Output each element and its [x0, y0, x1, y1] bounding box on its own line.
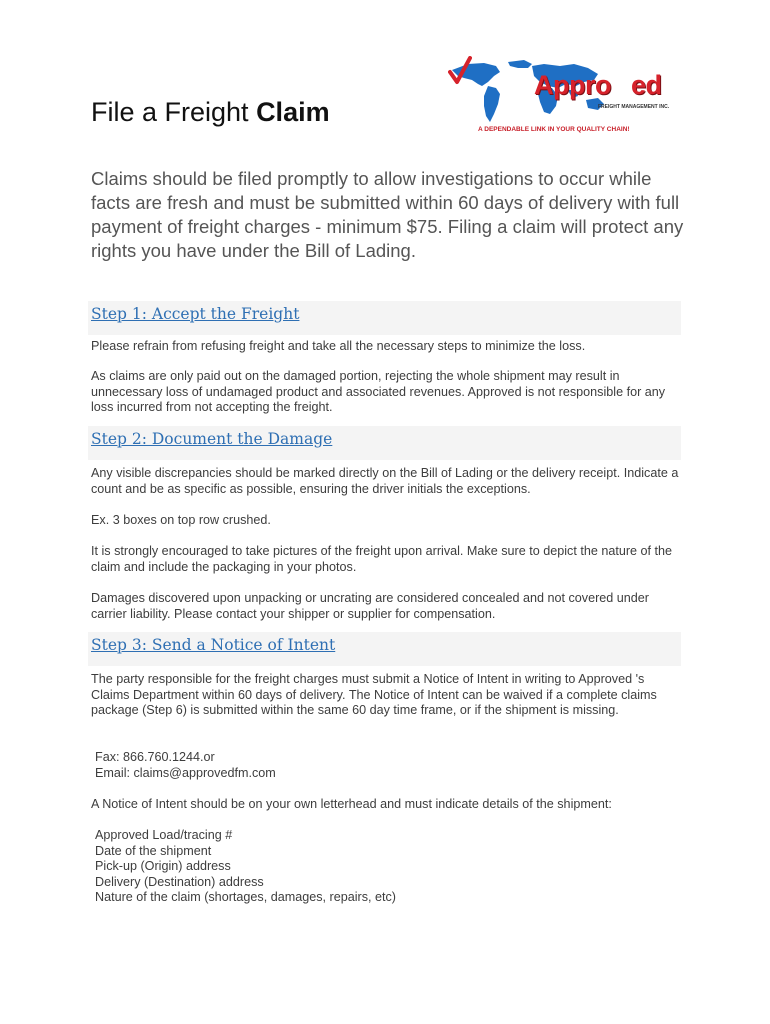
logo-subtitle: FREIGHT MANAGEMENT INC. — [598, 104, 670, 110]
step-2-paragraph: Ex. 3 boxes on top row crushed. — [91, 513, 271, 527]
list-item: Delivery (Destination) address — [95, 874, 264, 889]
email-address[interactable]: Email: claims@approvedfm.com — [95, 765, 276, 780]
step-2-paragraph: Damages discovered upon unpacking or uncrating are considered concealed and not covered under carrier liability. Please contact your shipper or supplier for compensation. — [91, 591, 649, 621]
step-2-paragraph: Any visible discrepancies should be marked directly on the Bill of Lading or the delivery receipt. Indicate a count and be as specific as possible, ensuring the driver initials the exceptions. — [91, 466, 679, 496]
intro-paragraph: Claims should be filed promptly to allow investigations to occur while facts are fresh and must be submitted within 60 days of delivery with full payment of freight charges - minimum $75. Filing a claim will protect any rights you have under the Bill of Lading. — [91, 168, 684, 261]
logo-wordmark: Appro ed — [534, 70, 662, 100]
step-2-header — [88, 426, 681, 460]
step-3-header — [88, 632, 681, 666]
step-1-title: Step 1: Accept the Freight — [91, 305, 300, 323]
page-title: File a Freight Claim — [91, 97, 330, 127]
contact-list — [95, 750, 655, 781]
step-1-header — [88, 301, 681, 335]
notice-text: A Notice of Intent should be on your own letterhead and must indicate details of the shipment: — [91, 797, 612, 811]
approved-logo — [448, 56, 683, 138]
list-item: Pick-up (Origin) address — [95, 859, 231, 874]
step-2-paragraph: It is strongly encouraged to take pictures of the freight upon arrival. Make sure to depict the nature of the claim and include the packaging in your photos. — [91, 544, 673, 574]
step-1-paragraph: Please refrain from refusing freight and take all the necessary steps to minimize the loss. — [91, 339, 586, 353]
checkmark-icon — [448, 56, 472, 86]
fax-number: Fax: 866.760.1244.or — [95, 750, 215, 764]
list-item: Date of the shipment — [95, 843, 212, 858]
step-1-paragraph: As claims are only paid out on the damaged portion, rejecting the whole shipment may result in unnecessary loss of undamaged product and associated revenues. Approved is not responsible for any loss incurred from not accepting the freight. — [91, 369, 666, 415]
step-2-title: Step 2: Document the Damage — [91, 430, 333, 448]
list-item: Nature of the claim (shortages, damages, repairs, etc) — [95, 890, 396, 905]
shipment-details-list — [95, 828, 655, 906]
step-3-title: Step 3: Send a Notice of Intent — [91, 636, 336, 654]
step-3-paragraph: The party responsible for the freight charges must submit a Notice of Intent in writing to Approved 's Claims Department within 60 days of delivery. The Notice of Intent can be waived if a complete claims package (Step 6) is submitted within the same 60 day time frame, or if the shipment is missing. — [91, 672, 657, 718]
list-item: Approved Load/tracing # — [95, 828, 233, 842]
logo-tagline: A DEPENDABLE LINK IN YOUR QUALITY CHAIN! — [478, 126, 630, 133]
